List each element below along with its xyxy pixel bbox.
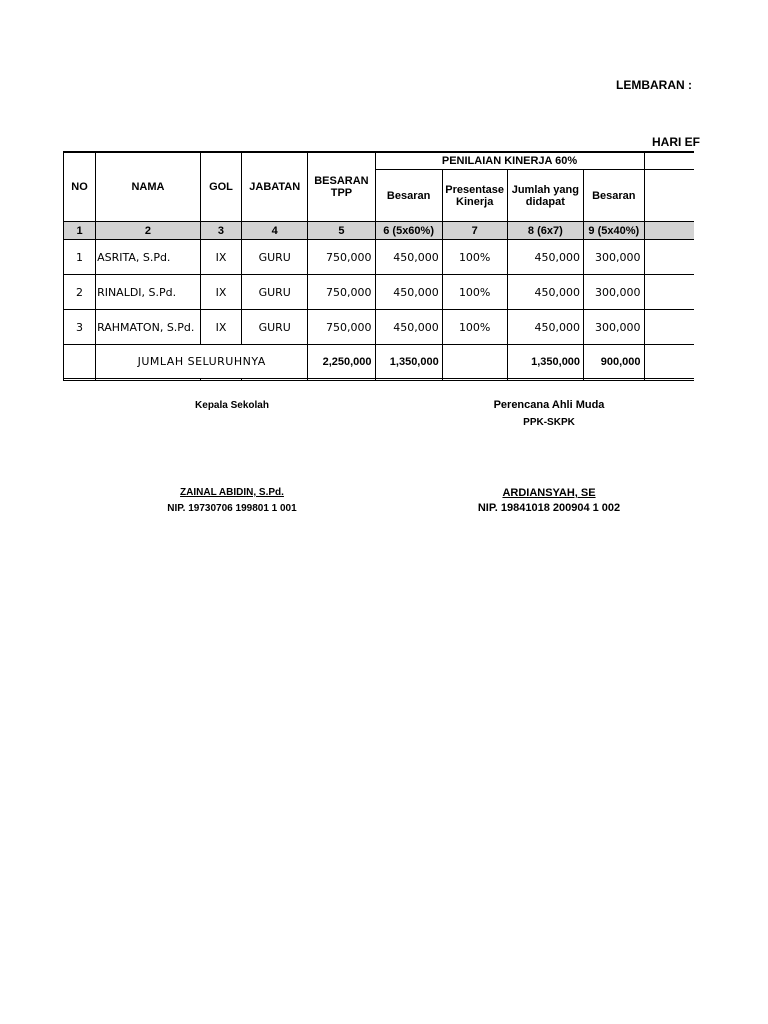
- col-besaran-tpp: BESARAN TPP: [308, 152, 375, 222]
- col-jabatan: JABATAN: [242, 152, 308, 222]
- gap-cell: [644, 379, 694, 381]
- cell-no: 2: [64, 275, 96, 310]
- cell-nama: RINALDI, S.Pd.: [96, 275, 201, 310]
- index-cell: 2: [96, 222, 201, 240]
- cell-presentase: 100%: [442, 240, 507, 275]
- index-cell: 4: [242, 222, 308, 240]
- cell-besaran: 450,000: [375, 240, 442, 275]
- right-sign-title: Perencana Ahli Muda: [493, 399, 605, 411]
- right-sign-subtitle: PPK-SKPK: [523, 417, 575, 428]
- col-no: NO: [64, 152, 96, 222]
- bottom-border-row: [64, 379, 695, 381]
- total-presentase-empty: [442, 345, 507, 379]
- index-cell: 6 (5x60%): [375, 222, 442, 240]
- index-cell: 5: [308, 222, 375, 240]
- col-group-empty: [644, 152, 694, 170]
- left-sign-name: ZAINAL ABIDIN, S.Pd.: [180, 487, 284, 498]
- total-jumlah: 1,350,000: [507, 345, 583, 379]
- table-row: [64, 275, 695, 310]
- col-gol: GOL: [200, 152, 241, 222]
- header-row-1: [64, 152, 695, 170]
- cell-jabatan: GURU: [242, 240, 308, 275]
- cell-gol: IX: [200, 310, 241, 345]
- cell-gol: IX: [200, 275, 241, 310]
- cell-tpp: 750,000: [308, 275, 375, 310]
- cell-jumlah: 450,000: [507, 275, 583, 310]
- index-cell: 8 (6x7): [507, 222, 583, 240]
- left-sign-title: Kepala Sekolah: [195, 400, 269, 411]
- total-empty: [644, 345, 694, 379]
- left-sign-nip: NIP. 19730706 199801 1 001: [167, 503, 297, 514]
- gap-cell: [242, 379, 308, 381]
- col-nama: NAMA: [96, 152, 201, 222]
- gap-cell: [442, 379, 507, 381]
- total-tpp: 2,250,000: [308, 345, 375, 379]
- cell-presentase: 100%: [442, 310, 507, 345]
- gap-cell: [200, 379, 241, 381]
- cell-besaran: 450,000: [375, 275, 442, 310]
- cell-jabatan: GURU: [242, 275, 308, 310]
- cell-empty: [644, 310, 694, 345]
- index-cell-empty: [644, 222, 694, 240]
- cell-tpp: 750,000: [308, 310, 375, 345]
- cell-empty: [644, 275, 694, 310]
- cell-presentase: 100%: [442, 275, 507, 310]
- cell-empty: [644, 240, 694, 275]
- index-cell: 9 (5x40%): [584, 222, 644, 240]
- index-cell: 1: [64, 222, 96, 240]
- col-besaran: Besaran: [375, 170, 442, 222]
- cell-nama: RAHMATON, S.Pd.: [96, 310, 201, 345]
- gap-cell: [375, 379, 442, 381]
- cell-no: 3: [64, 310, 96, 345]
- cell-no: 1: [64, 240, 96, 275]
- gap-cell: [584, 379, 644, 381]
- gap-cell: [507, 379, 583, 381]
- total-no-empty: [64, 345, 96, 379]
- lembaran-label: LEMBARAN :: [616, 78, 692, 92]
- cell-besaran: 450,000: [375, 310, 442, 345]
- cell-jabatan: GURU: [242, 310, 308, 345]
- cell-nama: ASRITA, S.Pd.: [96, 240, 201, 275]
- cell-tpp: 750,000: [308, 240, 375, 275]
- gap-cell: [64, 379, 96, 381]
- cell-besaran-2: 300,000: [584, 240, 644, 275]
- right-sign-nip: NIP. 19841018 200904 1 002: [477, 502, 621, 514]
- right-sign-name: ARDIANSYAH, SE: [502, 487, 596, 499]
- tpp-table: [63, 151, 694, 381]
- table-row: [64, 310, 695, 345]
- col-jumlah: Jumlah yang didapat: [507, 170, 583, 222]
- total-row: [64, 345, 695, 379]
- cell-gol: IX: [200, 240, 241, 275]
- gap-cell: [96, 379, 201, 381]
- index-cell: 3: [200, 222, 241, 240]
- index-row: [64, 222, 695, 240]
- cell-jumlah: 450,000: [507, 310, 583, 345]
- col-besaran-2: Besaran: [584, 170, 644, 222]
- cell-besaran-2: 300,000: [584, 310, 644, 345]
- total-label: JUMLAH SELURUHNYA: [96, 345, 308, 379]
- total-besaran-2: 900,000: [584, 345, 644, 379]
- cell-besaran-2: 300,000: [584, 275, 644, 310]
- cell-jumlah: 450,000: [507, 240, 583, 275]
- gap-cell: [308, 379, 375, 381]
- hari-label: HARI EF: [652, 135, 700, 149]
- total-besaran: 1,350,000: [375, 345, 442, 379]
- col-group-penilaian: PENILAIAN KINERJA 60%: [375, 152, 644, 170]
- col-empty: [644, 170, 694, 222]
- table-row: [64, 240, 695, 275]
- index-cell: 7: [442, 222, 507, 240]
- col-presentase: Presentase Kinerja: [442, 170, 507, 222]
